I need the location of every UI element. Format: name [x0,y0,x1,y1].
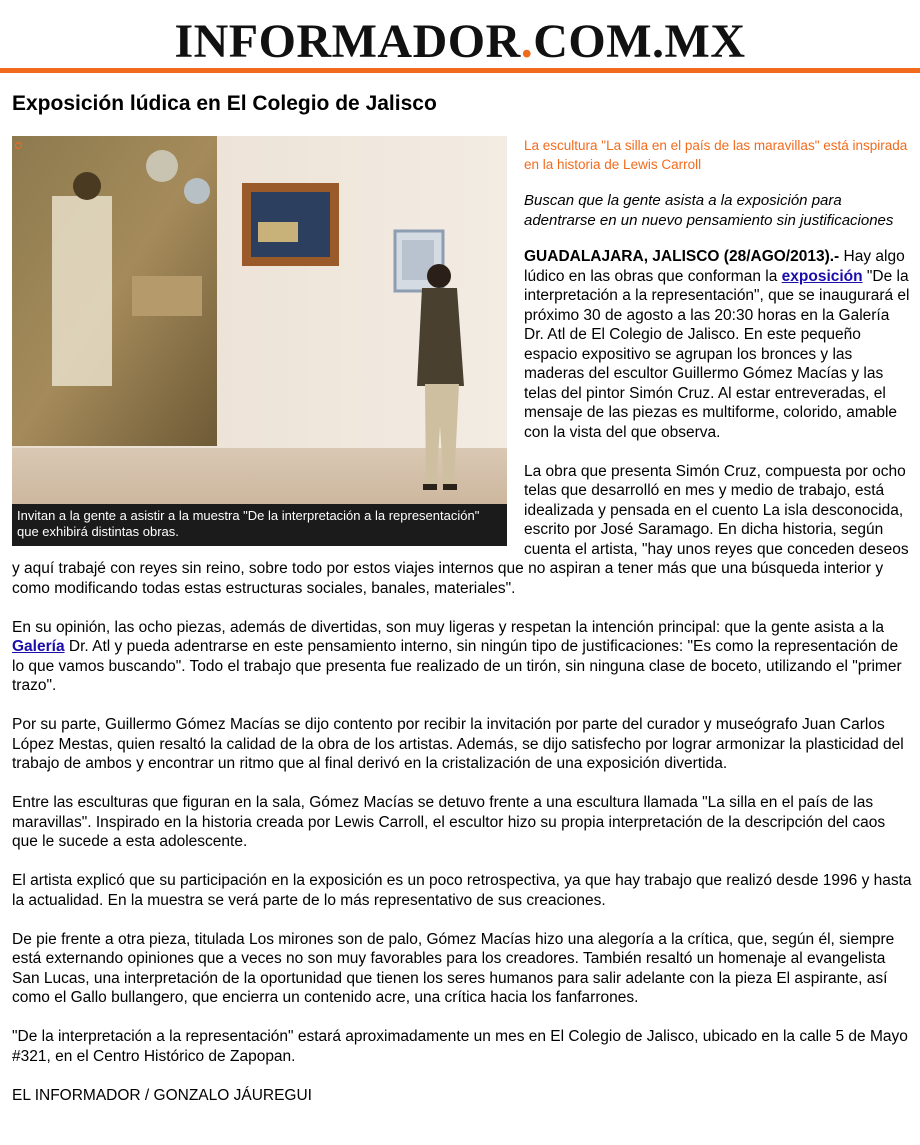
galeria-link[interactable]: Galería [12,638,65,655]
masthead-rule [0,68,920,73]
visitor-shoe-left [423,484,437,490]
paragraph-opinion-end: Dr. Atl y pueda adentrarse en este pensamiento interno, sin ningún tipo de justificaciones: "Es como la representación de lo que vamos buscando". Todo el trabajo que presenta fue realizado de un tirón, sin ninguna clase de boceto, utilizando el "primer trazo". [12,638,902,694]
paragraph-simon-cruz: La obra que presenta Simón Cruz, compuesta por ocho telas que desarrolló en mes y medio de trabajo, está idealizada y pensada en el cuento La isla desconocida, escrito por José Saramago. En dicha historia, según cuenta el artista, "hay unos reyes que conceden deseos y aquí trabajé con reyes sin reino, sobre todo por estos viajes internos que no aspiran a tener más que una búsqueda interior y como modificando todas estas estructuras sociales, banales, materiales". [12,462,909,597]
masthead [0,0,920,70]
photo-caption: Invitan a la gente a asistir a la muestra "De la interpretación a la representación" que exhibirá distintas obras. [12,504,507,546]
dateline: GUADALAJARA, JALISCO (28/AGO/2013).- [524,248,840,265]
paragraph-gomez-macias: Por su parte, Guillermo Gómez Macías se dijo contento por recibir la invitación por parte del curador y museógrafo Juan Carlos López Mestas, quien resaltó la calidad de la obra de los artistas. Además, se dijo satisfecho por lograr armonizar la plasticidad del trabajo de ambos y encontrar un ritmo que al final derivó en la cristalización de una exposición divertida. [12,716,904,772]
paragraph-venue: "De la interpretación a la representación" estará aproximadamente un mes en El Colegio de Jalisco, ubicado en la calle 5 de Mayo #321, en el Centro Histórico de Zapopan. [12,1028,908,1065]
paragraph-allegory: De pie frente a otra pieza, titulada Los mirones son de palo, Gómez Macías hizo una alegoría a la crítica, que, según él, siempre está externando opiniones que a veces no son muy favorables para los creadores. También resaltó un homenaje al evangelista San Lucas, una interpretación de la oportunidad que tienen los seres humanos para salir adelante con la pieza El aspirante, así como el Gallo bullangero, que encierra un contenido acre, una crítica hacia los fanfarrones. [12,930,895,1006]
article-body [12,136,912,1105]
paragraph-opinion-start: En su opinión, las ocho piezas, además de divertidas, son muy ligeras y respetan la intención principal: que la gente asista a la [12,618,884,636]
painted-figure [52,196,112,386]
painted-table [132,276,202,316]
highlight-bullet[interactable]: La escultura "La silla en el país de las maravillas" está inspirada en la historia de Lewis Carroll [12,136,912,174]
article-subtitle: Buscan que la gente asista a la exposición para adentrarse en un nuevo pensamiento sin justificaciones [524,192,894,229]
paragraph-retrospective: El artista explicó que su participación en la exposición es un poco retrospectiva, ya que hay trabajo que realizó desde 1996 y hasta la actualidad. En la muestra se verá parte de lo más representativo de sus creaciones. [12,872,912,909]
painted-plate-2 [184,178,210,204]
visitor-head [427,264,451,288]
author-credit: EL INFORMADOR / GONZALO JÁUREGUI [12,1086,312,1104]
site-logo[interactable] [0,16,920,68]
visitor-shoe-right [443,484,457,490]
logo-text-main: INFORMADOR [174,15,521,68]
logo-text-domain: COM.MX [533,15,746,68]
exposicion-link[interactable]: exposición [781,267,863,285]
gallery-photo[interactable] [12,136,507,504]
paragraph-sculptures: Entre las esculturas que figuran en la sala, Gómez Macías se detuvo frente a una escultura llamada "La silla en el país de las maravillas". Inspirado en la historia creada por Lewis Carroll, el escultor hizo su propia interpretación de la descripción del caos que le sucede a esta adolescente. [12,794,886,850]
logo-dot: . [520,15,534,68]
article-headline: Exposición lúdica en El Colegio de Jalisco [12,92,437,115]
article-figure [12,136,507,546]
painted-figure-head [73,172,101,200]
visitor-jacket [417,288,464,386]
paragraph-opinion [12,618,912,696]
lead-text-start: Hay algo lúdico en las obras que conforman la [524,248,905,285]
lead-text-end: "De la interpretación a la representación", que se inaugurará el próximo 30 de agosto a las 20:30 horas en la Galería Dr. Atl de El Colegio de Jalisco. En este pequeño espacio expositivo se agrupan los bronces y las maderas del escultor Guillermo Gómez Macías y las telas del pintor Simón Cruz. Al estar entreveradas, el mensaje de las piezas es multiforme, colorido, amable con la vista del que observa. [524,267,910,441]
framed-painting-figure [258,222,298,242]
